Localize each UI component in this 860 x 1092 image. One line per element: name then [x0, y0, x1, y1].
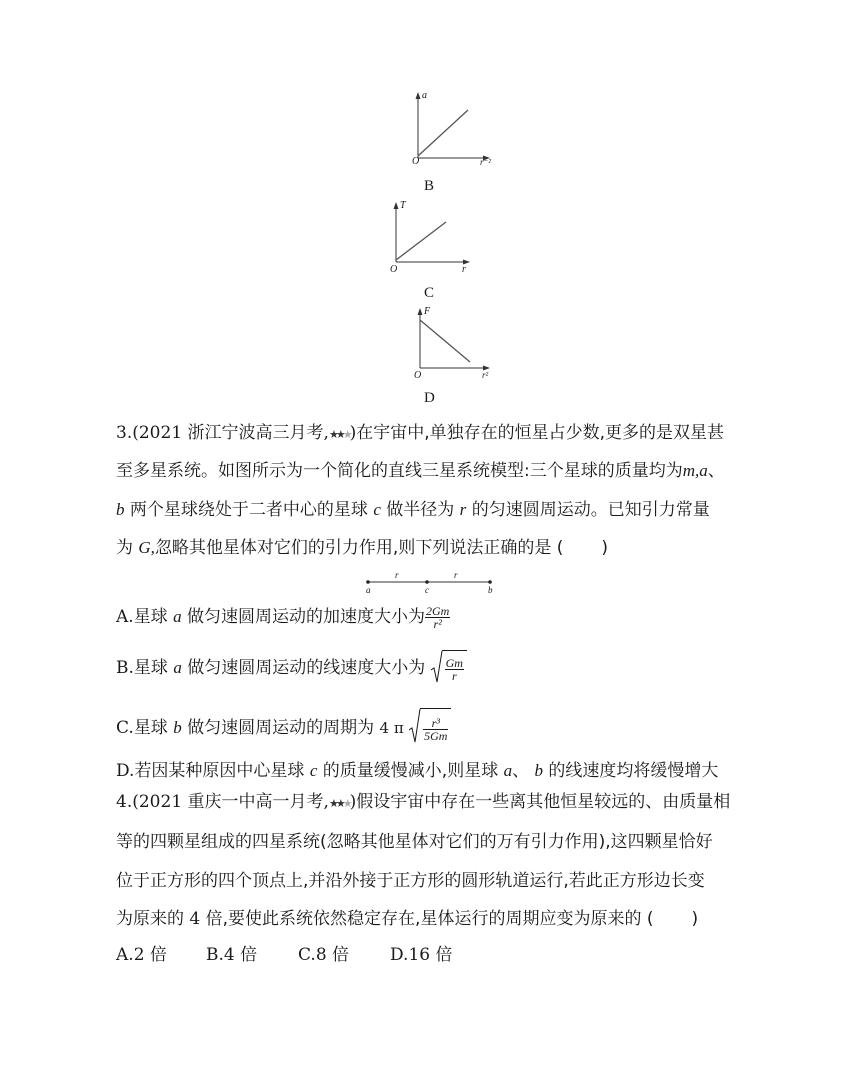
graph-b-x-label: r⁻² — [480, 157, 491, 167]
q3-stem-3c: 的匀速圆周运动。已知引力常量 — [471, 500, 710, 520]
graph-b-line — [418, 110, 468, 156]
q3-answer-paren-close: ) — [601, 538, 609, 558]
diagram-label-a: a — [366, 585, 371, 595]
graph-b-y-label: a — [422, 90, 427, 101]
graph-d-caption: D — [424, 390, 435, 406]
q4-option-b[interactable]: B.4 倍 — [206, 945, 258, 965]
q3-option-d-var-3: b — [534, 761, 544, 780]
q3-option-c-text-1: 星球 — [133, 718, 168, 738]
q3-option-c-coef: 4 π — [379, 719, 404, 737]
q3-option-a[interactable] — [116, 602, 450, 632]
q3-option-a-text-1: 星球 — [133, 607, 168, 627]
q3-option-c-var: b — [173, 718, 182, 737]
q3-option-c[interactable] — [116, 708, 451, 748]
q3-option-b-label: B. — [116, 658, 134, 678]
q4-option-d[interactable]: D.16 倍 — [390, 945, 453, 965]
graph-d-origin: O — [414, 370, 422, 381]
q4-option-c[interactable]: C.8 倍 — [298, 945, 350, 965]
graph-c — [382, 200, 492, 280]
difficulty-stars-icon: ★★★ — [328, 428, 350, 441]
graph-d-line — [420, 320, 470, 362]
q3-option-b-var: a — [173, 658, 182, 677]
q4-stem-1: 假设宇宙中存在一些离其他恒星较远的、由质量相 — [356, 792, 731, 812]
q3-option-a-fraction: $\frac{2Gm}{\text{r²}}$ — [426, 603, 450, 631]
q3-stem-4b: 忽略其他星体对它们的引力作用,则下列说法正确的是 — [154, 538, 552, 558]
q3-stem-1: 在宇宙中,单独存在的恒星占少数,更多的是双星甚 — [356, 423, 725, 443]
q4-answer-paren-open: ( — [646, 909, 654, 929]
three-star-diagram — [362, 572, 502, 600]
star-b-dot — [488, 580, 492, 584]
q3-stem-2: 至多星系统。如图所示为一个简化的直线三星系统模型:三个星球的质量均为 — [116, 461, 683, 481]
graph-c-caption: C — [424, 285, 435, 301]
graph-d-y-label: F — [424, 306, 431, 317]
graph-c-x-label: r — [462, 264, 466, 275]
q3-option-d[interactable] — [116, 759, 718, 783]
q3-line-3 — [116, 498, 710, 522]
q3-option-d-text-3: 、 — [512, 761, 530, 781]
q4-stem-4-num: 4 — [189, 909, 201, 929]
q3-stem-2-sep: 、 — [707, 461, 725, 481]
q4-stem-2: 等的四颗星组成的四星系统(忽略其他星体对它们的万有引力作用),这四颗星恰好 — [116, 832, 713, 852]
q3-option-d-text-4: 的线速度均将缓慢增大 — [548, 761, 719, 781]
graph-c-origin: O — [390, 264, 398, 275]
q3-stem-3a: 两个星球绕处于二者中心的星球 — [129, 500, 368, 520]
q3-var-r: r — [459, 500, 467, 519]
graph-c-line — [396, 222, 446, 260]
q3-var-ma: m,a — [682, 461, 708, 480]
q3-line-2 — [116, 459, 725, 483]
q3-var-b: b — [116, 500, 125, 519]
q4-options — [116, 943, 452, 967]
q3-option-b-text-2: 做匀速圆周运动的线速度大小为 — [187, 658, 426, 678]
graph-d-x-label: r² — [482, 370, 489, 380]
graph-b-origin: O — [412, 156, 420, 167]
q3-answer-paren-open: ( — [556, 538, 564, 558]
q3-option-d-text-2: 的质量缓慢减小,则星球 — [322, 761, 499, 781]
q3-option-a-var: a — [173, 607, 182, 626]
q3-option-d-var-2: a — [503, 761, 513, 780]
q3-option-a-text-2: 做匀速圆周运动的加速度大小为 — [187, 607, 425, 627]
star-c-dot — [425, 580, 429, 584]
graph-c-y-label: T — [400, 200, 406, 211]
q3-var-c: c — [373, 500, 381, 519]
diagram-label-c: c — [425, 585, 429, 595]
q3-stem-3b: 做半径为 — [386, 500, 455, 520]
q3-number: 3. — [116, 423, 133, 443]
diagram-label-b: b — [488, 585, 493, 595]
q3-option-c-sqrt: $\frac{\text{r³}}{5Gm}$ — [409, 708, 451, 748]
q3-line-4 — [116, 536, 608, 560]
q4-line-1: 4.(2021 重庆一中高一月考,★★★)假设宇宙中存在一些离其他恒星较远的、由质量相 — [116, 792, 731, 812]
q4-stem-3: 位于正方形的四个顶点上,并沿外接于正方形的圆形轨道运行,若此正方形边长变 — [116, 871, 705, 891]
q4-line-2 — [116, 830, 713, 854]
q3-option-b[interactable] — [116, 650, 467, 686]
star-a-dot — [366, 580, 370, 584]
q3-var-g: G, — [138, 538, 155, 557]
graph-b — [404, 90, 514, 170]
q4-line-3 — [116, 869, 705, 893]
diagram-label-r1: r — [395, 570, 399, 580]
q3-option-c-text-2: 做匀速圆周运动的周期为 — [187, 718, 375, 738]
q3-option-b-text-1: 星球 — [133, 658, 168, 678]
q4-source: (2021 重庆一中高一月考, — [132, 792, 329, 812]
q3-stem-4a: 为 — [116, 538, 133, 558]
q4-answer-paren-close: ) — [691, 909, 699, 929]
q4-stem-4b: 倍,要使此系统依然稳定存在,星体运行的周期应变为原来的 — [205, 909, 642, 929]
graph-d — [406, 306, 516, 386]
difficulty-stars-icon: ★★★ — [328, 797, 350, 810]
q4-stem-4a: 为原来的 — [116, 909, 184, 929]
graph-b-caption: B — [424, 178, 435, 194]
q3-option-d-label: D. — [116, 761, 135, 781]
q4-line-4 — [116, 907, 698, 931]
q4-option-a[interactable]: A.2 倍 — [116, 945, 167, 965]
q4-number: 4. — [116, 792, 133, 812]
diagram-label-r2: r — [454, 570, 458, 580]
q3-source: (2021 浙江宁波高三月考, — [132, 423, 329, 443]
q3-option-d-text-1: 若因某种原因中心星球 — [134, 761, 305, 781]
q3-option-c-label: C. — [116, 718, 134, 738]
q3-option-b-sqrt: $\frac{Gm}{r}$ — [431, 650, 467, 686]
q3-option-d-var: c — [309, 761, 318, 780]
q3-option-a-label: A. — [116, 607, 134, 627]
q3-line-1: 3.(2021 浙江宁波高三月考,★★★)在宇宙中,单独存在的恒星占少数,更多的是双星甚 — [116, 423, 725, 443]
